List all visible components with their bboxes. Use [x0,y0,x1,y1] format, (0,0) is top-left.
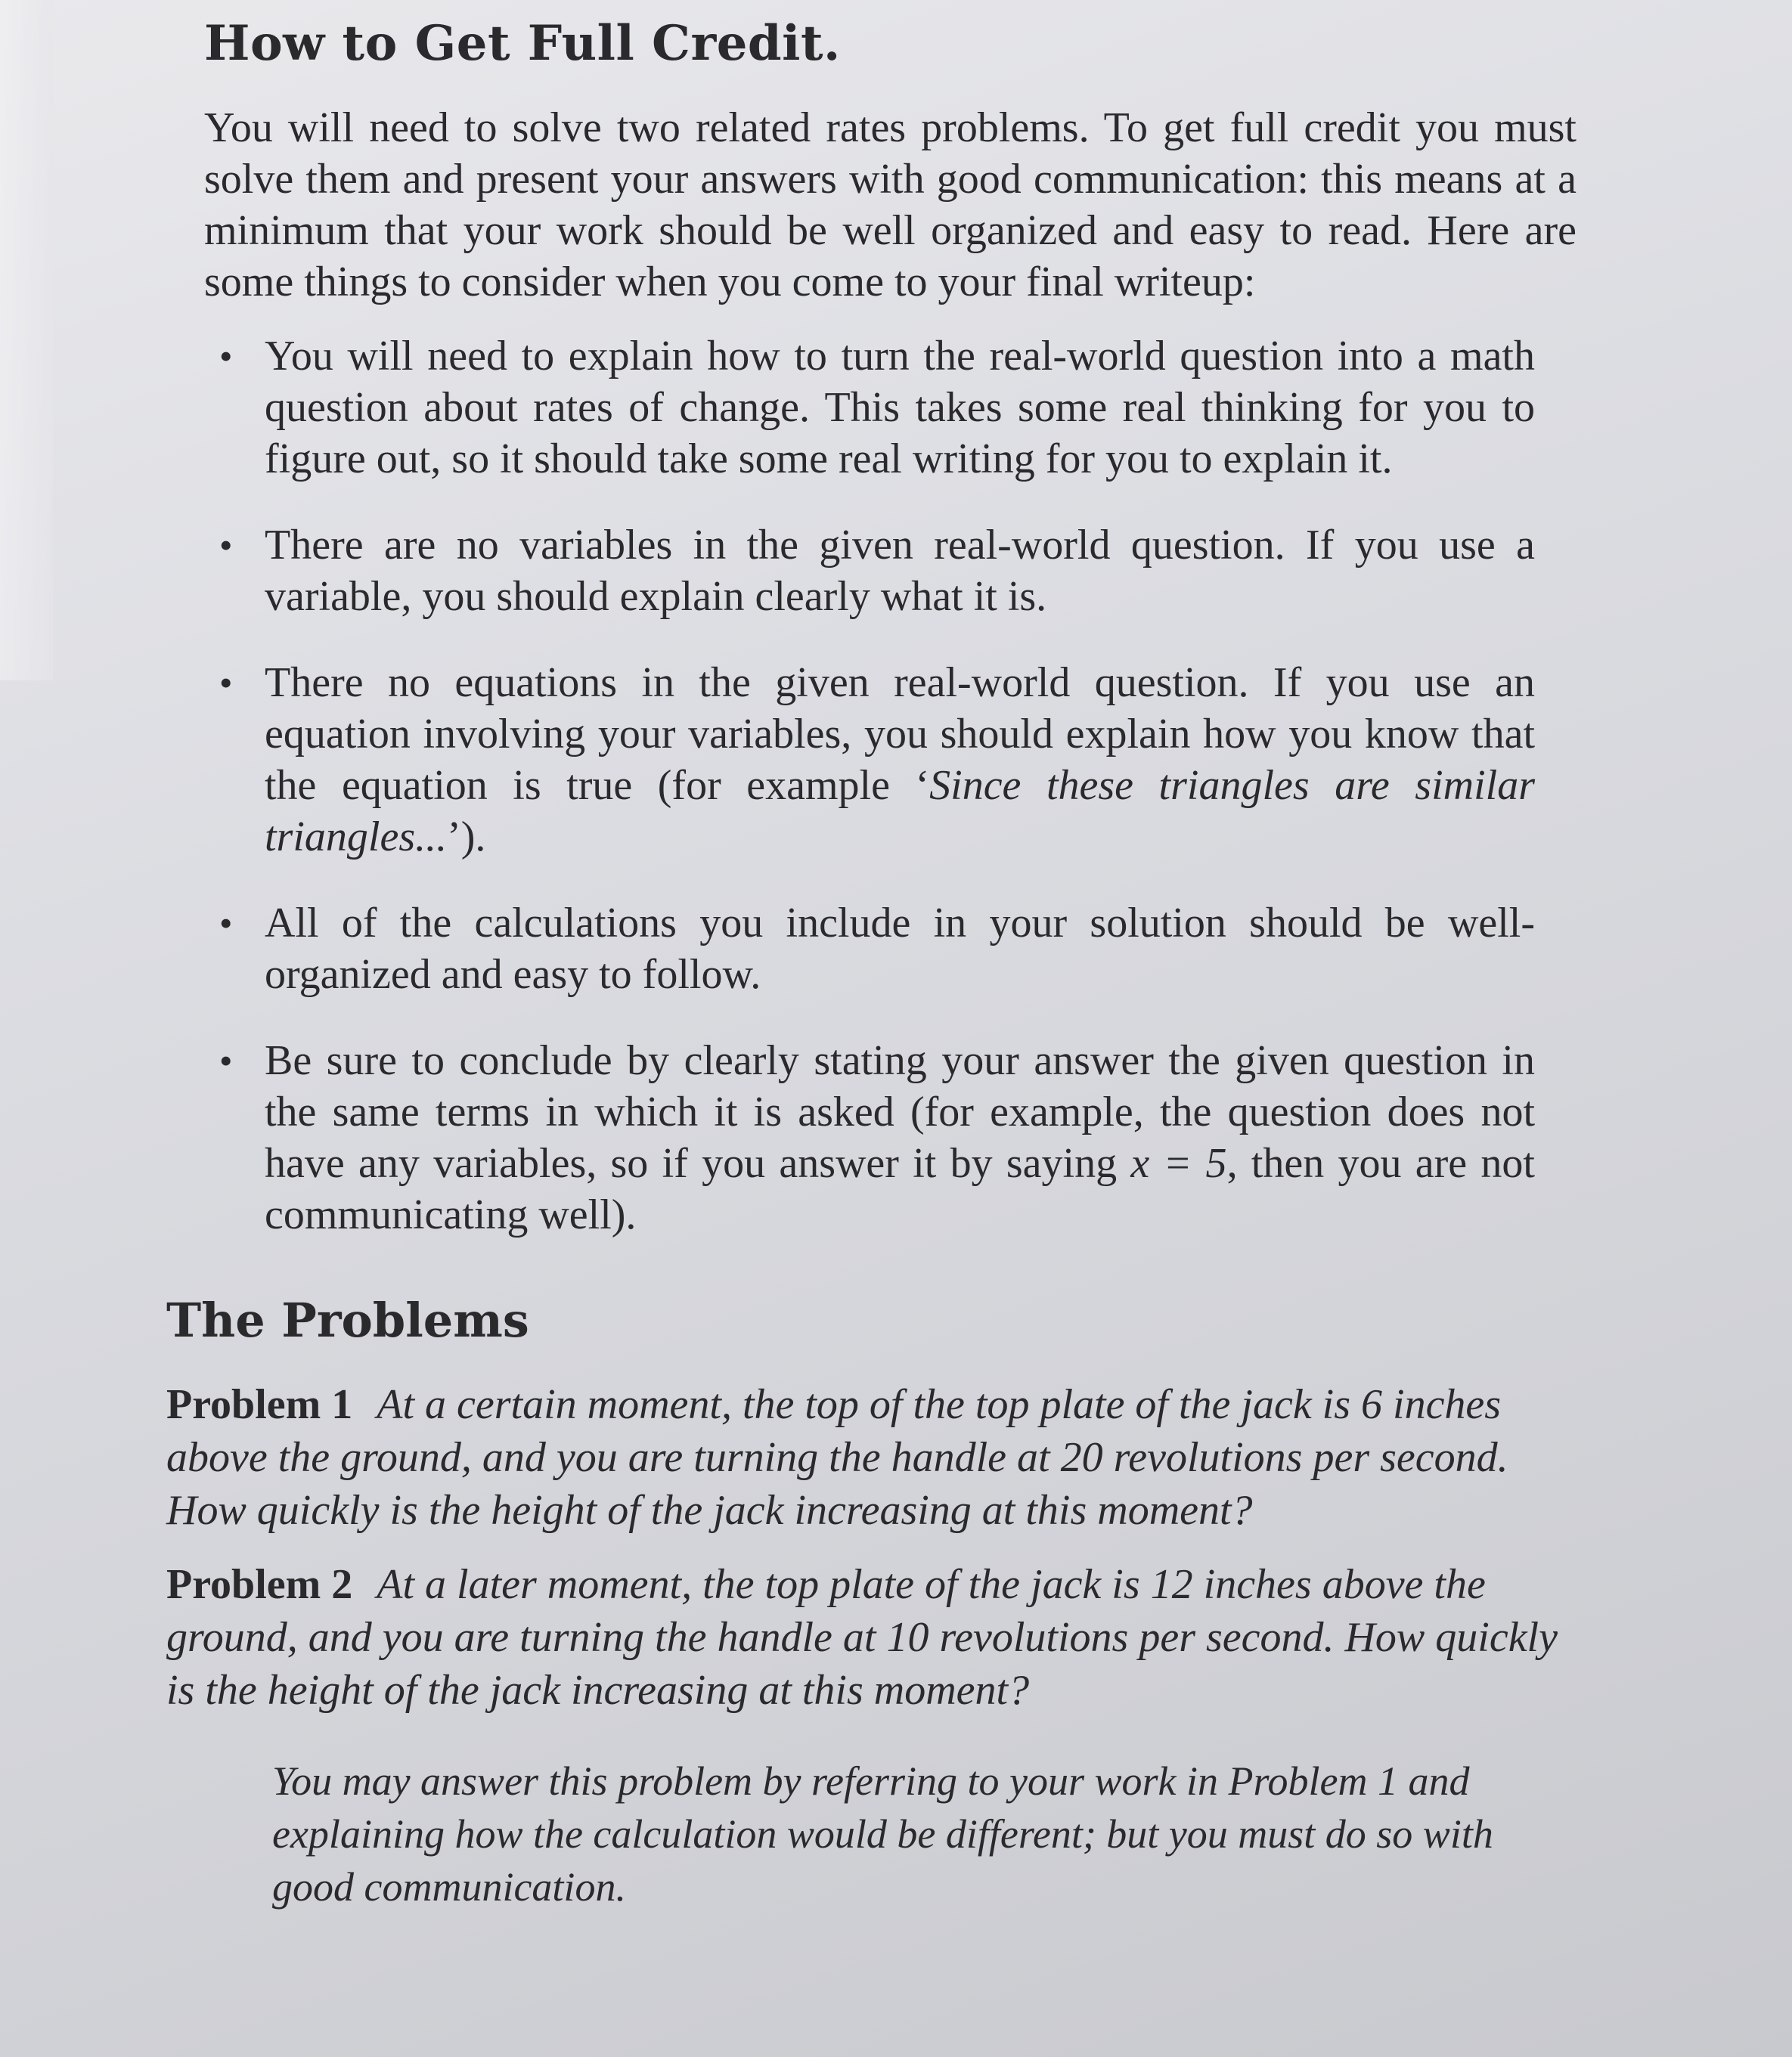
problem-2-note: You may answer this problem by referring to your work in Problem 1 and explaining how the calculation would be different; but you must do so with good communication. [272,1758,1493,1910]
list-item [204,330,1535,485]
list-item [204,897,1535,1000]
list-item-text: Be sure to conclude by clearly stating your answer the given question in the same terms in which it is asked (for example, the question does not have any variables, so if you answer it by saying [265,1037,1535,1187]
bullet-icon: • [219,902,233,944]
problem-1 [166,1378,1573,1537]
tips-list [204,330,1701,1241]
problem-2 [166,1558,1573,1717]
problems-section [166,1293,1679,1913]
section-title: How to Get Full Credit. [204,15,841,72]
example-quote: Since these triangles are similar triangles... [265,762,1535,860]
problem-label: Problem 1 [166,1381,353,1428]
problem-label: Problem 2 [166,1561,353,1608]
list-item-text: All of the calculations you include in your solution should be well-organized and easy to follow. [265,900,1535,998]
problems-title: The Problems [166,1293,529,1348]
bullet-icon: • [219,661,233,704]
list-item-text: There no equations in the given real-world question. If you use an equation involving your variables, you should explain how you know that the equation is true (for example ‘ [265,659,1535,809]
problem-text: At a certain moment, the top of the top plate of the jack is 6 inches above the ground, and you are turning the handle at 20 revolutions per second. How quickly is the height of the jack increasing at this moment? [166,1381,1508,1534]
page-edge [0,0,53,680]
list-item [204,1035,1535,1241]
credit-section [204,15,1701,1275]
math-expression: x = 5 [1130,1140,1227,1187]
list-item-text-end: ’). [447,813,486,860]
list-item-text-end: , then you are not communicating well). [265,1140,1535,1238]
list-item-text: You will need to explain how to turn the real-world question into a math question about rates of change. This takes some real thinking for you to figure out, so it should take some real writing for you to explain it. [265,333,1535,482]
intro-paragraph: You will need to solve two related rates problems. To get full credit you must solve them and present your answers with good communication: this means at a minimum that your work should be well organized and easy to read. Here are some things to consider when you come to your final writeup: [204,104,1577,305]
problem-text: At a later moment, the top plate of the jack is 12 inches above the ground, and you are turning the handle at 10 revolutions per second. How quickly is the height of the jack increasing at this moment? [166,1561,1558,1714]
list-item [204,519,1535,622]
list-item [204,657,1535,863]
bullet-icon: • [219,524,233,566]
bullet-icon: • [219,335,233,377]
bullet-icon: • [219,1039,233,1082]
document-page [129,15,1724,2041]
list-item-text: There are no variables in the given real-world question. If you use a variable, you should explain clearly what it is. [265,522,1535,620]
